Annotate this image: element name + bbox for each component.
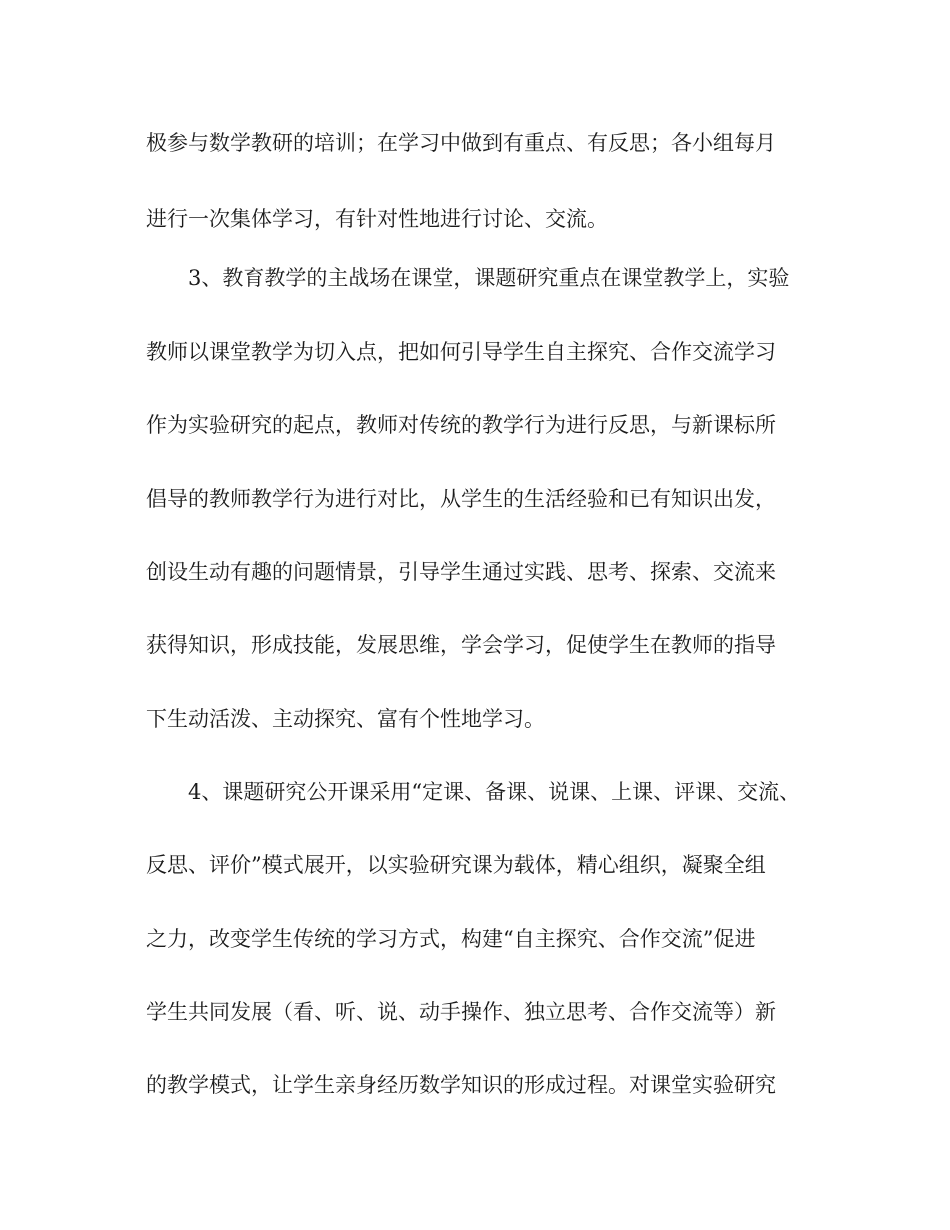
text-line-4: 教师以课堂教学为切入点，把如何引导学生自主探究、合作交流学习 xyxy=(146,340,776,364)
text-line-13: 学生共同发展（看、听、说、动手操作、独立思考、合作交流等）新 xyxy=(146,1000,776,1024)
text-line-7: 创设生动有趣的问题情景，引导学生通过实践、思考、探索、交流来 xyxy=(146,560,776,584)
text-line-14: 的教学模式，让学生亲身经历数学知识的形成过程。对课堂实验研究 xyxy=(146,1073,776,1097)
text-line-1: 极参与数学教研的培训；在学习中做到有重点、有反思；各小组每月 xyxy=(146,131,776,155)
text-line-12: 之力，改变学生传统的学习方式，构建“自主探究、合作交流”促进 xyxy=(146,927,756,951)
text-line-2: 进行一次集体学习，有针对性地进行讨论、交流。 xyxy=(146,207,608,231)
text-line-3: 3、教育教学的主战场在课堂，课题研究重点在课堂教学上，实验 xyxy=(188,266,790,290)
text-line-8: 获得知识，形成技能，发展思维，学会学习，促使学生在教师的指导 xyxy=(146,633,776,657)
text-line-6: 倡导的教师教学行为进行对比，从学生的生活经验和已有知识出发， xyxy=(146,487,776,511)
text-line-5: 作为实验研究的起点，教师对传统的教学行为进行反思，与新课标所 xyxy=(146,413,776,437)
text-line-9: 下生动活泼、主动探究、富有个性地学习。 xyxy=(146,707,545,731)
text-line-10: 4、课题研究公开课采用“定课、备课、说课、上课、评课、交流、 xyxy=(188,780,801,804)
text-line-11: 反思、评价”模式展开，以实验研究课为载体，精心组织，凝聚全组 xyxy=(146,853,766,877)
